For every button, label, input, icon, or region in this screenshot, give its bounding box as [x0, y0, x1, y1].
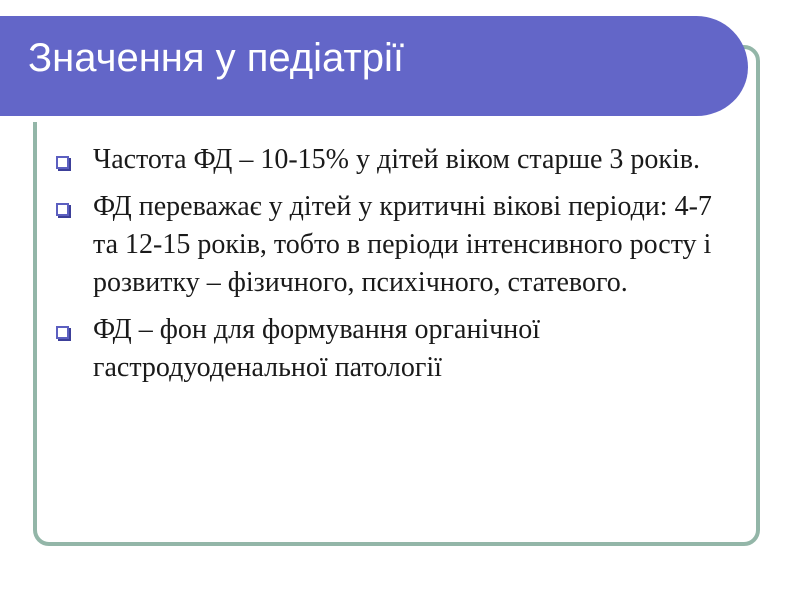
title-underline: [0, 119, 708, 122]
square-bullet-icon: [56, 326, 69, 339]
square-bullet-icon: [56, 203, 69, 216]
bullet-item-background: [56, 311, 736, 387]
bullet-text-background: ФД – фон для формування органічної гастродуоденальної патології: [93, 314, 541, 383]
bullet-text-prevalence: Частота ФД – 10-15% у дітей віком старше 3 років.: [93, 144, 701, 175]
slide-title: Значення у педіатрії: [28, 36, 404, 80]
bullet-item-critical-periods: [56, 188, 736, 302]
bullet-item-prevalence: [56, 141, 736, 179]
bullet-text-critical-periods: ФД переважає у дітей у критичні вікові періоди: 4-7 та 12-15 років, тобто в періоди інтенсивного росту і розвитку – фізичного, психічного, статевого.: [93, 191, 712, 298]
square-bullet-icon: [56, 156, 69, 169]
bullet-list: [56, 141, 736, 396]
